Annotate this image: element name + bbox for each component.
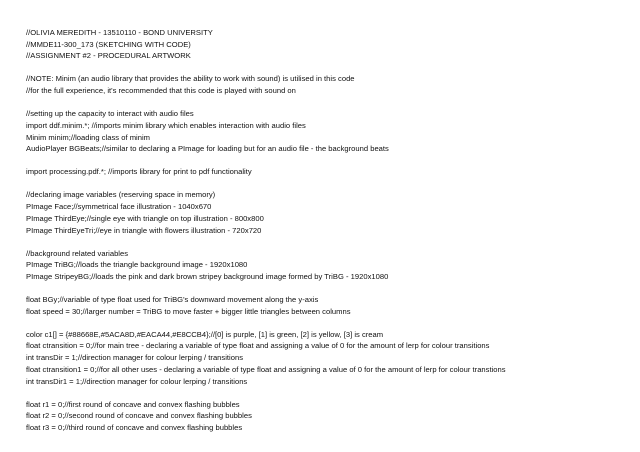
blank-line: [26, 387, 626, 398]
code-line: Minim minim;//loading class of minim: [26, 132, 150, 142]
code-line: //setting up the capacity to interact with audio files: [26, 109, 194, 119]
code-line: int transDir1 = 1;//direction manager for colour lerping / transitions: [26, 376, 248, 386]
blank-line: [26, 155, 626, 166]
code-line: float speed = 30;//larger number = TriBG to move faster + bigger little triangles between columns: [26, 306, 351, 316]
code-listing: [26, 27, 626, 434]
code-line: PImage TriBG;//loads the triangle background image - 1920x1080: [26, 260, 248, 270]
code-line: PImage ThirdEyeTri;//eye in triangle with flowers illustration - 720x720: [26, 225, 262, 235]
code-line: int transDir = 1;//direction manager for colour lerping / transitions: [26, 353, 244, 363]
code-line: //OLIVIA MEREDITH - 13510110 - BOND UNIVERSITY: [26, 28, 213, 37]
code-line: //NOTE: Minim (an audio library that provides the ability to work with sound) is utilised in this code: [26, 74, 355, 84]
blank-line: [26, 317, 626, 328]
blank-line: [26, 62, 626, 73]
code-line: import processing.pdf.*; //imports library for print to pdf functionality: [26, 167, 252, 177]
code-line: color c1[] = {#88668E,#5ACA8D,#EACA44,#E8CCB4};//[0] is purple, [1] is green, [2] is yellow, [3] is cream: [26, 329, 384, 339]
code-line: //background related variables: [26, 248, 129, 258]
blank-line: [26, 178, 626, 189]
code-line: float ctransition1 = 0;//for all other uses - declaring a variable of type float and assigning a value of 0 for the amount of lerp for colour transtions: [26, 364, 506, 374]
code-line: AudioPlayer BGBeats;//similar to declaring a PImage for loading but for an audio file - the background beats: [26, 144, 389, 154]
code-line: //for the full experience, it's recommended that this code is played with sound on: [26, 86, 296, 96]
code-line: PImage Face;//symmetrical face illustration - 1040x670: [26, 202, 212, 212]
code-line: //MMDE11-300_173 (SKETCHING WITH CODE): [26, 39, 191, 49]
code-line: import ddf.minim.*; //imports minim library which enables interaction with audio files: [26, 120, 306, 130]
code-line: float ctransition = 0;//for main tree - declaring a variable of type float and assigning a value of 0 for the amount of lerp for colour transitions: [26, 341, 490, 351]
code-line: PImage ThirdEye;//single eye with triangle on top illustration - 800x800: [26, 213, 264, 223]
code-line: float r1 = 0;//first round of concave and convex flashing bubbles: [26, 399, 240, 409]
code-line: float r3 = 0;//third round of concave and convex flashing bubbles: [26, 423, 243, 432]
code-line: //declaring image variables (reserving space in memory): [26, 190, 216, 200]
blank-line: [26, 283, 626, 294]
code-line: //ASSIGNMENT #2 - PROCEDURAL ARTWORK: [26, 51, 191, 61]
blank-line: [26, 236, 626, 247]
code-line: float r2 = 0;//second round of concave and convex flashing bubbles: [26, 411, 252, 421]
code-line: PImage StripeyBG;//loads the pink and dark brown stripey background image formed by TriBG - 1920x1080: [26, 271, 389, 281]
code-line: float BGy;//variable of type float used for TriBG's downward movement along the y-axis: [26, 295, 319, 305]
blank-line: [26, 97, 626, 108]
